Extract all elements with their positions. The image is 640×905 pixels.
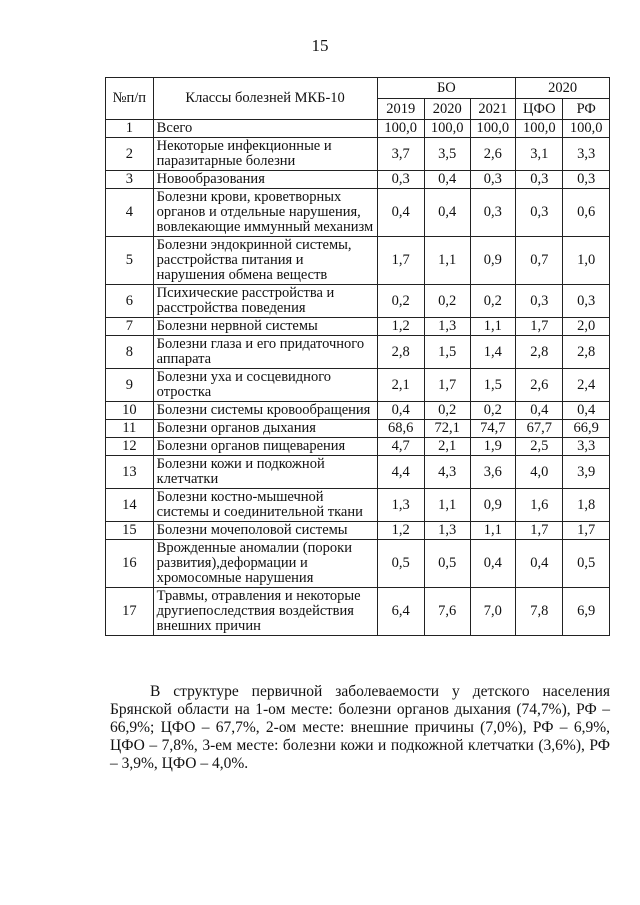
value-cell: 1,7 [377,237,424,285]
table-row [106,369,610,402]
row-number: 14 [106,489,154,522]
row-number: 12 [106,438,154,456]
row-number: 5 [106,237,154,285]
header-rf: РФ [563,99,610,120]
value-cell: 2,1 [377,369,424,402]
row-number: 4 [106,189,154,237]
header-num: №п/п [106,78,154,120]
value-cell: 0,3 [563,171,610,189]
disease-class: Болезни уха и сосцевидного отростка [153,369,377,402]
summary-paragraph: В структуре первичной заболеваемости у детского населения Брянской области на 1-ом месте: болезни органов дыхания (74,7%), РФ – 66,9%; ЦФО – 67,7%, 2-ом месте: внешние причины (7,0%), РФ – 6,9%, ЦФО – 7,8%, 3-ем месте: болезни кожи и подкожной клетчатки (3,6%), РФ – 3,9%, ЦФО – 4,0%. [110,683,610,772]
row-number: 17 [106,588,154,636]
disease-class: Новообразования [153,171,377,189]
table-row [106,540,610,588]
value-cell: 0,9 [470,489,516,522]
value-cell: 0,3 [516,189,563,237]
value-cell: 3,9 [563,456,610,489]
value-cell: 1,8 [563,489,610,522]
value-cell: 0,3 [377,171,424,189]
disease-class: Болезни органов пищеварения [153,438,377,456]
table-row [106,336,610,369]
value-cell: 0,3 [470,171,516,189]
table-row [106,138,610,171]
value-cell: 3,3 [563,138,610,171]
value-cell: 1,6 [516,489,563,522]
value-cell: 72,1 [424,420,470,438]
value-cell: 0,2 [377,285,424,318]
value-cell: 0,4 [424,171,470,189]
value-cell: 2,1 [424,438,470,456]
value-cell: 0,2 [470,285,516,318]
disease-class: Болезни костно-мышечной системы и соединительной ткани [153,489,377,522]
disease-class: Травмы, отравления и некоторые другиепоследствия воздействия внешних причин [153,588,377,636]
value-cell: 100,0 [377,120,424,138]
value-cell: 1,7 [516,522,563,540]
value-cell: 0,4 [424,189,470,237]
value-cell: 0,4 [563,402,610,420]
value-cell: 1,7 [424,369,470,402]
value-cell: 0,3 [516,171,563,189]
table-row [106,438,610,456]
value-cell: 7,8 [516,588,563,636]
value-cell: 1,9 [470,438,516,456]
value-cell: 2,4 [563,369,610,402]
value-cell: 1,3 [424,318,470,336]
value-cell: 100,0 [470,120,516,138]
morbidity-table [105,77,610,636]
disease-class: Болезни системы кровообращения [153,402,377,420]
value-cell: 0,7 [516,237,563,285]
value-cell: 1,7 [516,318,563,336]
value-cell: 4,3 [424,456,470,489]
value-cell: 0,4 [377,402,424,420]
value-cell: 0,4 [516,402,563,420]
value-cell: 4,0 [516,456,563,489]
disease-class: Болезни глаза и его придаточного аппарата [153,336,377,369]
value-cell: 4,7 [377,438,424,456]
row-number: 15 [106,522,154,540]
value-cell: 1,1 [424,237,470,285]
value-cell: 0,4 [516,540,563,588]
row-number: 6 [106,285,154,318]
row-number: 10 [106,402,154,420]
value-cell: 7,0 [470,588,516,636]
header-class: Классы болезней МКБ-10 [153,78,377,120]
row-number: 1 [106,120,154,138]
table-row [106,120,610,138]
row-number: 13 [106,456,154,489]
value-cell: 66,9 [563,420,610,438]
value-cell: 0,5 [424,540,470,588]
value-cell: 2,8 [377,336,424,369]
table-row [106,318,610,336]
table-row [106,522,610,540]
disease-class: Болезни эндокринной системы, расстройства питания и нарушения обмена веществ [153,237,377,285]
value-cell: 1,5 [424,336,470,369]
row-number: 3 [106,171,154,189]
value-cell: 2,8 [563,336,610,369]
value-cell: 0,2 [424,402,470,420]
value-cell: 0,5 [563,540,610,588]
disease-class: Болезни крови, кроветворных органов и отдельные нарушения, вовлекающие иммунный механизм [153,189,377,237]
value-cell: 0,5 [377,540,424,588]
value-cell: 1,2 [377,318,424,336]
value-cell: 68,6 [377,420,424,438]
value-cell: 0,3 [563,285,610,318]
header-2019: 2019 [377,99,424,120]
value-cell: 1,5 [470,369,516,402]
table-row [106,588,610,636]
value-cell: 2,5 [516,438,563,456]
header-group-2020: 2020 [516,78,610,99]
value-cell: 74,7 [470,420,516,438]
row-number: 9 [106,369,154,402]
header-cfo: ЦФО [516,99,563,120]
disease-class: Врожденные аномалии (пороки развития),деформации и хромосомные нарушения [153,540,377,588]
value-cell: 0,4 [470,540,516,588]
value-cell: 1,2 [377,522,424,540]
page-number: 15 [311,36,329,55]
disease-class: Болезни кожи и подкожной клетчатки [153,456,377,489]
disease-class: Психические расстройства и расстройства поведения [153,285,377,318]
value-cell: 0,9 [470,237,516,285]
value-cell: 100,0 [424,120,470,138]
value-cell: 1,3 [377,489,424,522]
value-cell: 3,7 [377,138,424,171]
value-cell: 1,3 [424,522,470,540]
disease-class: Болезни нервной системы [153,318,377,336]
row-number: 11 [106,420,154,438]
value-cell: 1,0 [563,237,610,285]
value-cell: 0,3 [516,285,563,318]
table-row [106,456,610,489]
table-row [106,237,610,285]
value-cell: 100,0 [563,120,610,138]
table-row [106,420,610,438]
header-2021: 2021 [470,99,516,120]
value-cell: 0,4 [377,189,424,237]
value-cell: 7,6 [424,588,470,636]
value-cell: 1,1 [424,489,470,522]
value-cell: 0,2 [424,285,470,318]
value-cell: 67,7 [516,420,563,438]
value-cell: 2,6 [516,369,563,402]
table-row [106,489,610,522]
value-cell: 1,1 [470,318,516,336]
table-body [106,120,610,636]
value-cell: 1,7 [563,522,610,540]
value-cell: 2,0 [563,318,610,336]
value-cell: 3,6 [470,456,516,489]
value-cell: 6,9 [563,588,610,636]
row-number: 7 [106,318,154,336]
value-cell: 3,5 [424,138,470,171]
value-cell: 1,1 [470,522,516,540]
header-2020: 2020 [424,99,470,120]
disease-class: Болезни органов дыхания [153,420,377,438]
value-cell: 0,2 [470,402,516,420]
value-cell: 0,3 [470,189,516,237]
value-cell: 4,4 [377,456,424,489]
table-row [106,285,610,318]
value-cell: 100,0 [516,120,563,138]
header-group-bo: БО [377,78,516,99]
table-row [106,402,610,420]
value-cell: 2,8 [516,336,563,369]
disease-class: Всего [153,120,377,138]
value-cell: 0,6 [563,189,610,237]
row-number: 16 [106,540,154,588]
row-number: 8 [106,336,154,369]
value-cell: 1,4 [470,336,516,369]
row-number: 2 [106,138,154,171]
table-row [106,189,610,237]
table-row [106,171,610,189]
value-cell: 2,6 [470,138,516,171]
value-cell: 3,3 [563,438,610,456]
disease-class: Некоторые инфекционные и паразитарные болезни [153,138,377,171]
disease-class: Болезни мочеполовой системы [153,522,377,540]
value-cell: 6,4 [377,588,424,636]
value-cell: 3,1 [516,138,563,171]
